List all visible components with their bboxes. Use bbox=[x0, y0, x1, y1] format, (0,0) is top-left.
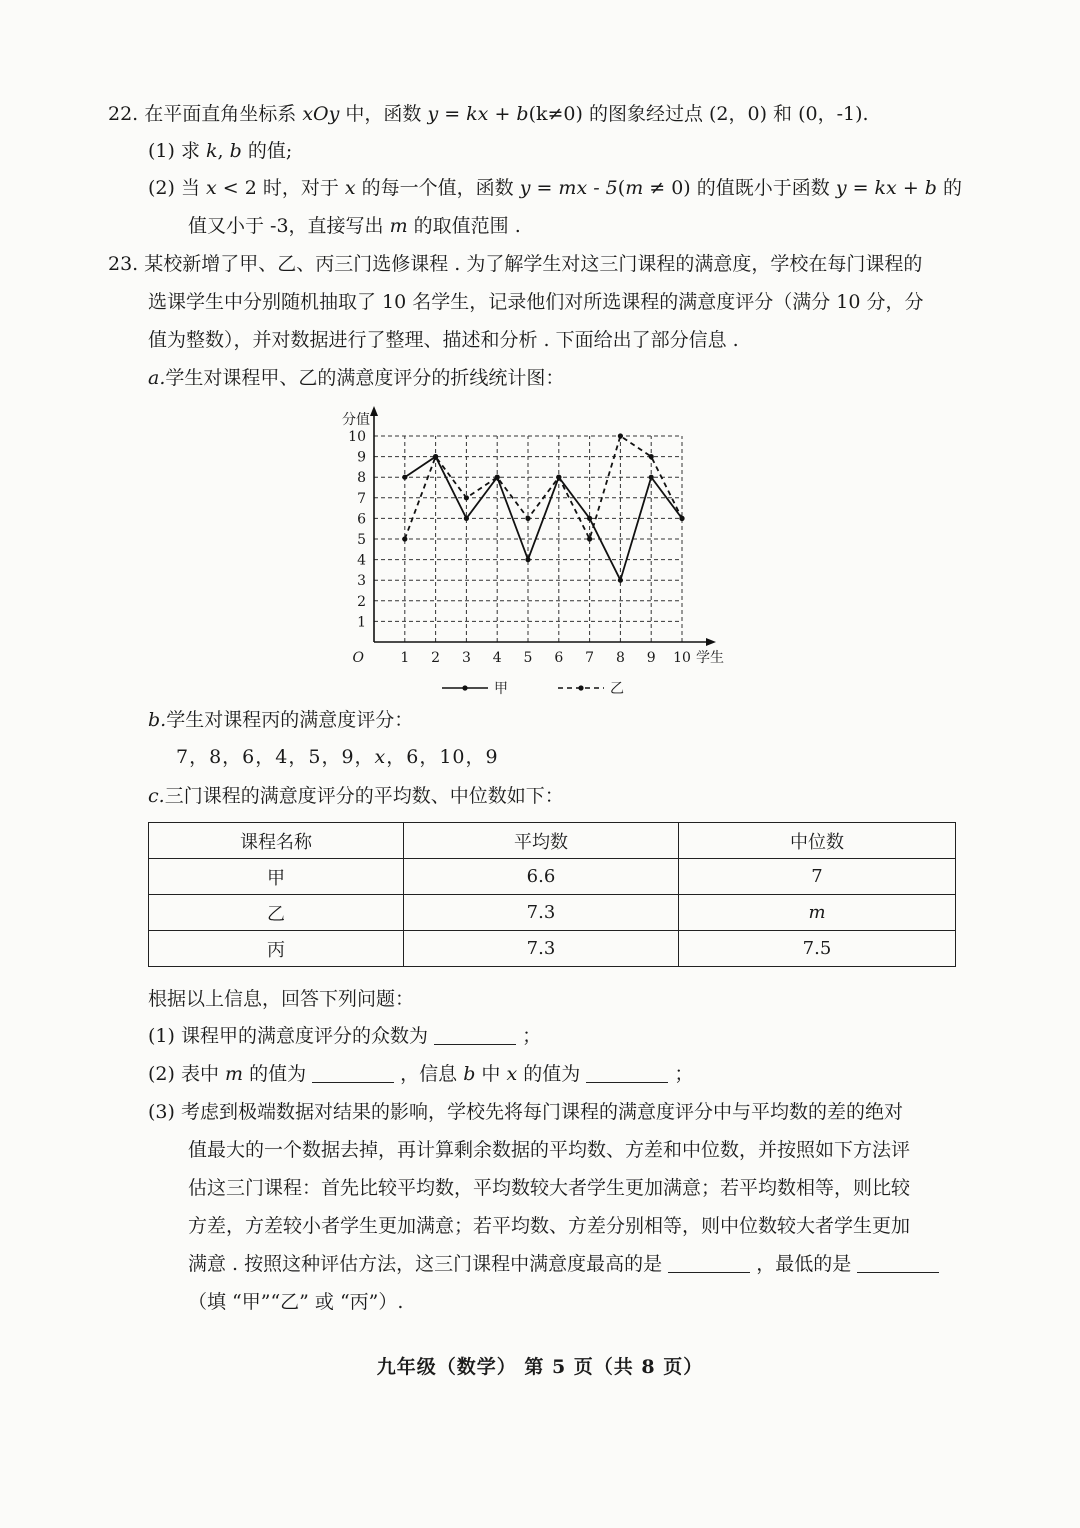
data-point bbox=[402, 475, 407, 480]
sub1-text: (1) 课程甲的满意度评分的众数为 bbox=[148, 1025, 428, 1047]
y-tick-label: 2 bbox=[357, 593, 366, 610]
table-cell: m bbox=[679, 895, 956, 931]
x-tick-label: 5 bbox=[523, 650, 533, 666]
data-point bbox=[464, 516, 469, 521]
sub2-b: 的值为 bbox=[243, 1063, 307, 1085]
q22-part2 bbox=[148, 174, 962, 202]
y-axis-label: 分值 bbox=[342, 412, 370, 428]
y-tick-label: 6 bbox=[357, 511, 366, 528]
sub2-bb: b bbox=[463, 1063, 476, 1085]
x-tick-label: 1 bbox=[400, 650, 410, 666]
sub2-m: m bbox=[225, 1063, 244, 1085]
q23-sub3-line2: 值最大的一个数据去掉，再计算剩余数据的平均数、方差和中位数，并按照如下方法评 bbox=[188, 1139, 911, 1161]
sub3-l5-b: ，最低的是 bbox=[756, 1253, 852, 1275]
answer-blank[interactable] bbox=[312, 1064, 394, 1083]
table-cell: 7.5 bbox=[679, 931, 956, 967]
x-tick-label: 8 bbox=[615, 650, 625, 666]
q22-p2-c: 的每一个值，函数 bbox=[355, 177, 520, 199]
q22-p2-x2: x bbox=[344, 177, 356, 199]
info-c-label: c. bbox=[148, 785, 165, 807]
origin-label: O bbox=[352, 650, 364, 666]
table-cell: 7.3 bbox=[404, 931, 679, 967]
q22-p2-b: < 2 时，对于 bbox=[216, 177, 345, 199]
data-point bbox=[679, 516, 684, 521]
legend-label: 乙 bbox=[610, 681, 624, 697]
table-cell: 甲 bbox=[149, 859, 404, 895]
table-header: 课程名称 bbox=[149, 823, 404, 859]
data-point bbox=[495, 475, 500, 480]
x-tick-label: 10 bbox=[673, 650, 691, 666]
x-tick-label: 2 bbox=[431, 650, 441, 666]
sub2-c: ，信息 bbox=[400, 1063, 464, 1085]
legend-label: 甲 bbox=[494, 681, 508, 697]
y-tick-label: 3 bbox=[357, 573, 366, 590]
table-row bbox=[149, 895, 956, 931]
q23-info-c bbox=[148, 782, 564, 810]
table-cell: 乙 bbox=[149, 895, 404, 931]
table-header: 平均数 bbox=[404, 823, 679, 859]
page-footer: 九年级（数学） 第 5 页（共 8 页） bbox=[376, 1356, 704, 1378]
q22-p2-f1: y = mx - 5 bbox=[519, 177, 618, 199]
q22-p2-f: 的 bbox=[936, 177, 962, 199]
sub2-e: 的值为 bbox=[517, 1063, 581, 1085]
q23-info-b bbox=[148, 706, 413, 734]
q22-part2-line2 bbox=[188, 212, 521, 240]
legend-marker bbox=[578, 685, 583, 690]
y-tick-label: 5 bbox=[357, 532, 366, 548]
x-tick-label: 7 bbox=[585, 650, 595, 666]
answer-blank[interactable] bbox=[434, 1026, 516, 1045]
q23-number: 23. bbox=[108, 253, 139, 275]
q22-p2-x: x bbox=[206, 177, 217, 199]
q23-stem-line1 bbox=[108, 250, 922, 278]
legend-marker bbox=[462, 685, 467, 690]
info-b-data-b: ，6，10，9 bbox=[386, 746, 499, 768]
stats-table bbox=[148, 822, 956, 967]
q22-p2-f2: y = kx + b bbox=[835, 177, 937, 199]
data-point bbox=[649, 475, 654, 480]
q23-info-b-data bbox=[176, 743, 499, 771]
info-b-text: 学生对课程丙的满意度评分： bbox=[166, 709, 414, 731]
q22-number: 22. bbox=[108, 103, 139, 125]
table-header-row bbox=[149, 823, 956, 859]
q22-p2-l2-a: 值又小于 -3，直接写出 bbox=[188, 215, 390, 237]
sub2-x: x bbox=[506, 1063, 518, 1085]
info-c-text: 三门课程的满意度评分的平均数、中位数如下： bbox=[164, 785, 564, 807]
q22-stem-text-c: (k≠0) 的图象经过点 (2，0) 和 (0，-1). bbox=[528, 103, 869, 125]
sub2-d: 中 bbox=[475, 1063, 507, 1085]
x-axis-arrow bbox=[706, 638, 716, 646]
q22-part1 bbox=[148, 137, 292, 165]
y-tick-label: 4 bbox=[357, 552, 366, 569]
table-row bbox=[149, 859, 956, 895]
q23-sub3-line4: 方差，方差较小者学生更加满意；若平均数、方差分别相等，则中位数较大者学生更加 bbox=[188, 1215, 911, 1237]
q23-sub3-line6: （填 “甲”“乙” 或 “丙”）. bbox=[188, 1291, 404, 1313]
y-tick-label: 1 bbox=[357, 614, 366, 631]
table-cell: 6.6 bbox=[404, 859, 679, 895]
sub3-l5-a: 满意 . 按照这种评估方法，这三门课程中满意度最高的是 bbox=[188, 1253, 663, 1275]
data-point bbox=[649, 454, 654, 459]
x-tick-label: 4 bbox=[492, 650, 502, 666]
q22-p2-l2-b: 的取值范围 . bbox=[407, 215, 521, 237]
x-tick-label: 3 bbox=[461, 650, 471, 666]
data-point bbox=[587, 536, 592, 541]
data-point bbox=[618, 578, 623, 583]
q22-xoy: xOy bbox=[302, 103, 340, 125]
q22-p1-b: b bbox=[229, 140, 242, 162]
table-cell: 7 bbox=[679, 859, 956, 895]
table-header: 中位数 bbox=[679, 823, 956, 859]
q23-info-a bbox=[148, 364, 564, 392]
q22-p1-a: (1) 求 bbox=[148, 140, 206, 162]
q23-sub3-line3: 估这三门课程：首先比较平均数，平均数较大者学生更加满意；若平均数相等，则比较 bbox=[188, 1177, 911, 1199]
q23-line1-text: 某校新增了甲、乙、丙三门选修课程 . 为了解学生对这三门课程的满意度，学校在每门课程的 bbox=[144, 253, 923, 275]
info-b-data-x: x bbox=[374, 746, 387, 768]
y-tick-label: 10 bbox=[348, 429, 366, 445]
sub1-end: ； bbox=[522, 1025, 542, 1047]
data-point bbox=[525, 557, 530, 562]
q22-p2-e: ≠ 0) 的值既小于函数 bbox=[643, 177, 836, 199]
q23-sub1 bbox=[148, 1022, 541, 1050]
data-point bbox=[556, 475, 561, 480]
info-a-label: a. bbox=[148, 367, 166, 389]
q23-sub3-line1: (3) 考虑到极端数据对结果的影响，学校先将每门课程的满意度评分中与平均数的差的绝对 bbox=[148, 1101, 903, 1123]
q22-stem-text-a: 在平面直角坐标系 bbox=[144, 103, 303, 125]
q22-p1-k: k bbox=[206, 140, 218, 162]
y-tick-label: 7 bbox=[357, 490, 366, 507]
q23-sub3-line5 bbox=[188, 1250, 939, 1278]
answer-blank[interactable] bbox=[586, 1064, 668, 1083]
info-b-data-a: 7，8，6，4，5，9， bbox=[176, 746, 375, 768]
q22-p2-d: ( bbox=[617, 177, 626, 199]
info-b-label: b. bbox=[148, 709, 167, 731]
line-chart bbox=[326, 402, 736, 702]
table-cell: 7.3 bbox=[404, 895, 679, 931]
x-tick-label: 9 bbox=[646, 650, 656, 666]
q22-stem-text-b: 中，函数 bbox=[339, 103, 428, 125]
q22-function: y = kx + b bbox=[427, 103, 529, 125]
q22-p2-l2-m: m bbox=[389, 215, 408, 237]
data-point bbox=[464, 495, 469, 500]
q22-p2-m: m bbox=[625, 177, 644, 199]
q22-p2-a: (2) 当 bbox=[148, 177, 206, 199]
data-point bbox=[587, 516, 592, 521]
q22-p1-sep: , bbox=[217, 140, 230, 162]
answer-blank[interactable] bbox=[668, 1254, 750, 1273]
info-a-text: 学生对课程甲、乙的满意度评分的折线统计图： bbox=[165, 367, 565, 389]
y-axis-arrow bbox=[370, 406, 378, 416]
q23-intro: 根据以上信息，回答下列问题： bbox=[148, 988, 415, 1010]
data-point bbox=[402, 536, 407, 541]
x-axis-label: 学生 bbox=[696, 650, 724, 666]
answer-blank[interactable] bbox=[857, 1254, 939, 1273]
y-tick-label: 9 bbox=[357, 449, 366, 466]
x-tick-label: 6 bbox=[554, 650, 564, 666]
q22-p1-c: 的值; bbox=[241, 140, 293, 162]
y-tick-label: 8 bbox=[357, 470, 366, 487]
data-point bbox=[433, 454, 438, 459]
sub2-a: (2) 表中 bbox=[148, 1063, 225, 1085]
data-point bbox=[618, 433, 623, 438]
q23-stem-line3: 值为整数），并对数据进行了整理、描述和分析 . 下面给出了部分信息 . bbox=[148, 329, 739, 351]
sub2-f: ； bbox=[674, 1063, 694, 1085]
q23-stem-line2: 选课学生中分别随机抽取了 10 名学生，记录他们对所选课程的满意度评分（满分 10 分，分 bbox=[148, 291, 924, 313]
table-row bbox=[149, 931, 956, 967]
data-point bbox=[525, 516, 530, 521]
q22-stem bbox=[108, 100, 869, 128]
q23-sub2 bbox=[148, 1060, 693, 1088]
series-line-2 bbox=[405, 436, 682, 539]
table-cell: 丙 bbox=[149, 931, 404, 967]
